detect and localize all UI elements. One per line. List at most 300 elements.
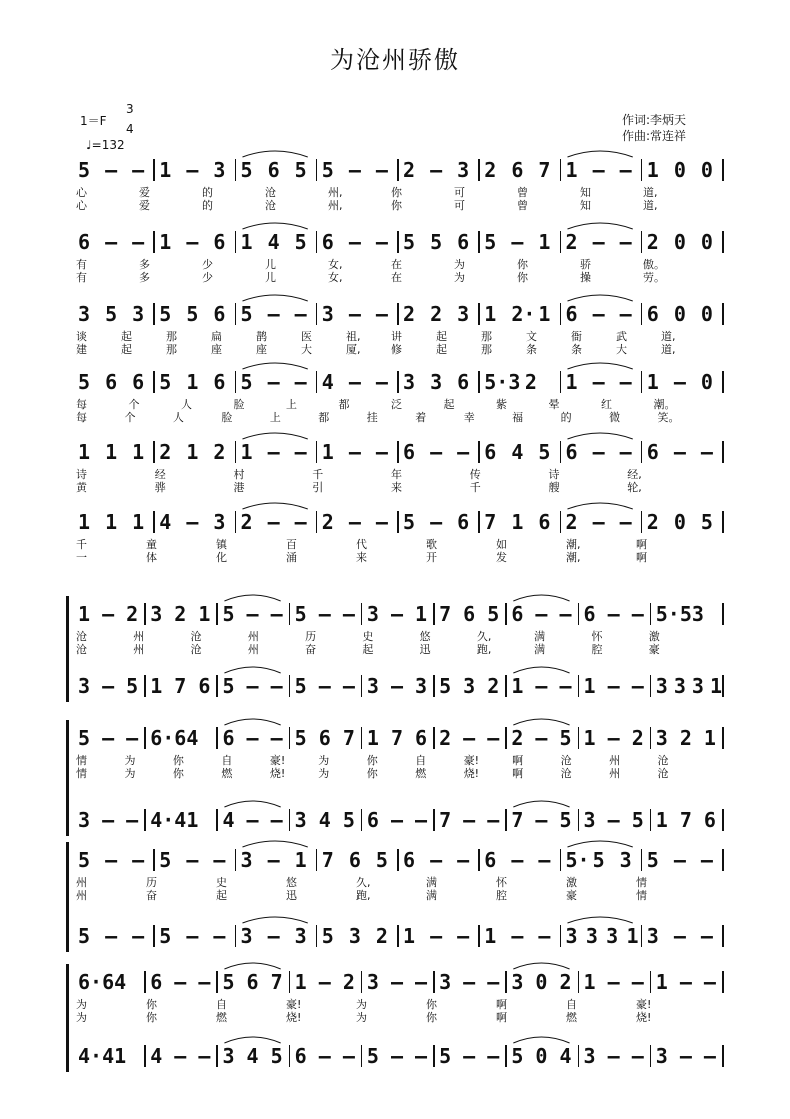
bar-line [144, 603, 146, 625]
system-bracket [66, 596, 69, 702]
slur-marks [72, 716, 722, 726]
note: 3 [240, 848, 253, 872]
lyric-syllable: 你 [391, 199, 402, 212]
lyric-syllable: 怀 [496, 876, 507, 889]
note: – [348, 230, 361, 254]
note: 3 [78, 302, 91, 326]
slur-marks [72, 664, 722, 674]
note: 5 [484, 230, 497, 254]
note: 1 [646, 158, 659, 182]
lyric-syllable: 文 [526, 330, 537, 343]
note: – [463, 970, 476, 994]
note: 1 [646, 370, 659, 394]
lyric-syllable: 座 [256, 343, 267, 356]
bar-line [650, 727, 652, 749]
note: 0 [700, 370, 713, 394]
lyric-syllable: 豪! [286, 998, 302, 1011]
lyric-syllable: 有 [76, 271, 87, 284]
note: 6 [321, 230, 334, 254]
note: – [673, 924, 686, 948]
lyric-syllable: 讲 [391, 330, 402, 343]
lyric-syllable: 着 [415, 411, 427, 424]
note: 1 [186, 808, 199, 832]
note: – [457, 924, 470, 948]
lyricist-credit: 作词:李炳天 [622, 113, 687, 127]
melody-row [72, 508, 722, 536]
note: – [430, 924, 443, 948]
lyric-syllable: 沧 [560, 754, 572, 767]
lyric-syllable: 豪! [269, 754, 286, 767]
note: 2 [321, 510, 334, 534]
lyric-syllable: 满 [426, 889, 437, 902]
lyric-syllable: 年 [391, 468, 402, 481]
lyric-syllable: 的 [202, 199, 213, 212]
note: – [592, 158, 605, 182]
note: – [457, 848, 470, 872]
bar-line [397, 441, 399, 463]
note: – [375, 158, 388, 182]
note: – [267, 924, 280, 948]
slur-marks [72, 838, 722, 848]
bar-line [722, 971, 724, 993]
note: – [105, 230, 118, 254]
note: 6·6 [78, 970, 115, 994]
lyric-syllable: 情 [76, 767, 87, 780]
lyric-syllable: 开 [426, 551, 437, 564]
bar-line [650, 1045, 652, 1067]
lyric-syllable: 豪 [648, 643, 660, 656]
note: – [246, 726, 259, 750]
lyric-syllable: 有 [76, 258, 87, 271]
bar-line [650, 809, 652, 831]
note: 6 [646, 440, 659, 464]
note: 5 [646, 848, 659, 872]
lyric-syllable: 童 [146, 538, 157, 551]
lyric-syllable: 可 [454, 199, 465, 212]
note: 3 [294, 924, 307, 948]
bar-line [433, 1045, 435, 1067]
note: – [267, 440, 280, 464]
note: 5 [700, 510, 713, 534]
note: – [348, 158, 361, 182]
lyric-syllable: 少 [202, 271, 213, 284]
note: 6 [132, 370, 145, 394]
note: 5·5 [655, 602, 692, 626]
lyric-syllable: 烧! [463, 767, 480, 780]
bar-line [505, 1045, 507, 1067]
bar-line [397, 303, 399, 325]
lyric-syllable: 腔 [591, 643, 603, 656]
lyric-syllable: 你 [172, 754, 184, 767]
lyric-syllable: 医 [301, 330, 312, 343]
lyric-syllable: 起 [436, 330, 447, 343]
bar-line [289, 727, 291, 749]
bar-line [361, 603, 363, 625]
note: 1 [538, 230, 551, 254]
note: 5 [403, 230, 416, 254]
slur-marks [72, 798, 722, 808]
slur [568, 295, 633, 301]
note: 7 [270, 970, 283, 994]
note: 5 [240, 158, 253, 182]
note: 6 [348, 848, 361, 872]
note: – [198, 970, 211, 994]
note: 3 [78, 808, 91, 832]
slur [513, 801, 569, 807]
lyric-syllable: 沧 [265, 186, 276, 199]
note: – [267, 302, 280, 326]
note: 3 [691, 674, 704, 698]
lyric-syllable: 啊 [512, 767, 524, 780]
slur [513, 1037, 569, 1043]
note: – [318, 602, 331, 626]
bar-line [722, 925, 724, 947]
bar-line [361, 809, 363, 831]
note: – [607, 674, 620, 698]
note: – [415, 1044, 428, 1068]
note: – [511, 848, 524, 872]
melody-row [72, 846, 722, 874]
lyric-syllable: 情 [636, 889, 647, 902]
note: 1 [150, 674, 163, 698]
note: – [487, 1044, 500, 1068]
note: – [390, 602, 403, 626]
bar-line [505, 675, 507, 697]
lyric-syllable: 久, [356, 876, 371, 889]
note: 1 [159, 230, 172, 254]
note: 6 [198, 674, 211, 698]
lyric-syllable: 紫 [496, 398, 507, 411]
lyric-syllable: 扁 [211, 330, 222, 343]
lyric-syllable: 沧 [190, 630, 202, 643]
note: 1 [484, 302, 497, 326]
note: 3 [366, 970, 379, 994]
note: – [631, 970, 644, 994]
bar-line [650, 971, 652, 993]
slur-marks [72, 148, 722, 158]
bar-line [144, 675, 146, 697]
lyric-syllable: 经, [627, 468, 642, 481]
note: – [186, 848, 199, 872]
lyric-syllable: 烧! [286, 1011, 302, 1024]
note: – [673, 848, 686, 872]
note: – [538, 848, 551, 872]
bar-line [316, 441, 318, 463]
bar-line [216, 675, 218, 697]
lyric-syllable: 州 [609, 754, 621, 767]
note: 1 [78, 602, 91, 626]
note: 6 [511, 602, 524, 626]
bar-line [316, 925, 318, 947]
bar-line [641, 231, 643, 253]
note: 5 [159, 924, 172, 948]
lyric-line [72, 186, 722, 200]
lyric-syllable: 笑。 [657, 411, 680, 424]
bar-line [722, 511, 724, 533]
lyric-line [72, 876, 722, 890]
note: – [126, 808, 139, 832]
lyric-syllable: 情 [76, 754, 87, 767]
lyric-syllable: 为 [124, 754, 136, 767]
lyric-syllable: 傲。 [643, 258, 665, 271]
note: 2 [403, 302, 416, 326]
slur-marks [72, 960, 722, 970]
note: 2 [174, 602, 187, 626]
note: 6 [213, 370, 226, 394]
bar-line [216, 603, 218, 625]
note: – [619, 510, 632, 534]
lyric-syllable: 你 [146, 1011, 157, 1024]
lyric-syllable: 心 [76, 186, 87, 199]
bar-line [578, 675, 580, 697]
lyric-syllable: 腔 [496, 889, 507, 902]
note: – [375, 370, 388, 394]
bar-line [361, 1045, 363, 1067]
slur [224, 1037, 280, 1043]
bar-line [578, 809, 580, 831]
lyric-syllable: 起 [216, 889, 227, 902]
note: 4 [150, 1044, 163, 1068]
bar-line [560, 231, 562, 253]
lyric-syllable: 州, [328, 186, 343, 199]
slur [568, 841, 633, 847]
bar-line [560, 159, 562, 181]
lyric-syllable: 祖, [346, 330, 361, 343]
lyric-syllable: 幸 [463, 411, 475, 424]
note: – [375, 510, 388, 534]
bar-line [505, 727, 507, 749]
lyric-syllable: 满 [534, 643, 546, 656]
system-bracket [66, 964, 69, 1072]
note: – [619, 158, 632, 182]
note: 3 [222, 1044, 235, 1068]
note: 0 [673, 510, 686, 534]
note: – [246, 674, 259, 698]
note: – [132, 848, 145, 872]
note: 6 [78, 230, 91, 254]
note: – [673, 370, 686, 394]
note: 5 [294, 726, 307, 750]
lyric-syllable: 微 [609, 411, 621, 424]
bar-line [316, 231, 318, 253]
lyric-syllable: 鹊 [256, 330, 267, 343]
lyric-syllable: 为 [76, 1011, 87, 1024]
lyric-syllable: 修 [391, 343, 402, 356]
note: – [267, 848, 280, 872]
bar-line [235, 371, 237, 393]
note: 5 [270, 1044, 283, 1068]
slur [224, 719, 280, 725]
note: 3 [415, 674, 428, 698]
lyric-syllable: 村 [233, 468, 245, 481]
bar-line [144, 809, 146, 831]
lyric-syllable: 历 [146, 876, 157, 889]
note: 5 [186, 302, 199, 326]
bar-line [316, 159, 318, 181]
bar-line [722, 371, 724, 393]
lyric-syllable: 女, [328, 271, 343, 284]
bar-line [235, 303, 237, 325]
lyric-syllable: 福 [512, 411, 524, 424]
note: – [430, 510, 443, 534]
lyric-syllable: 自 [415, 754, 427, 767]
note: 1 [484, 924, 497, 948]
lyric-syllable: 座 [211, 343, 222, 356]
lyric-syllable: 建 [76, 343, 87, 356]
bar-line [289, 809, 291, 831]
bar-line [153, 441, 155, 463]
note: – [390, 1044, 403, 1068]
note: 5 [78, 848, 91, 872]
lyric-syllable: 跑, [356, 889, 371, 902]
slur [243, 841, 308, 847]
lyric-syllable: 烧! [636, 1011, 652, 1024]
note: – [631, 602, 644, 626]
lyric-syllable: 心 [76, 199, 87, 212]
lyric-syllable: 谈 [76, 330, 87, 343]
melody-row [72, 228, 722, 256]
lyric-syllable: 啊 [636, 551, 647, 564]
lyric-syllable: 起 [443, 398, 455, 411]
lyric-syllable: 如 [496, 538, 507, 551]
note: 5· [565, 848, 590, 872]
slur [568, 363, 633, 369]
slur [224, 963, 280, 969]
note: 3 [213, 158, 226, 182]
slur-marks [72, 360, 722, 370]
slur [243, 223, 308, 229]
time-signature-top: 3 [126, 102, 134, 116]
note: 5 [78, 158, 91, 182]
lyric-syllable: 来 [356, 551, 367, 564]
lyric-syllable: 多 [139, 271, 150, 284]
bar-line [478, 303, 480, 325]
note: 6·6 [150, 726, 187, 750]
lyric-syllable: 沧 [657, 754, 669, 767]
lyric-syllable: 你 [172, 767, 184, 780]
bar-line [478, 371, 480, 393]
note: 7 [342, 726, 355, 750]
bar-line [560, 511, 562, 533]
note: 3 [439, 970, 452, 994]
note: 0 [700, 158, 713, 182]
slur [224, 667, 280, 673]
note: 5 [159, 302, 172, 326]
lyric-syllable: 都 [338, 398, 350, 411]
note: 3 [132, 302, 145, 326]
melody-row [72, 724, 722, 752]
note: 5 [78, 726, 91, 750]
lyric-syllable: 都 [318, 411, 330, 424]
note: 6 [318, 726, 331, 750]
slur [243, 295, 308, 301]
note: – [348, 302, 361, 326]
lyric-syllable: 你 [366, 754, 378, 767]
note: 2 [565, 230, 578, 254]
lyric-syllable: 女, [328, 258, 343, 271]
note: 1 [565, 370, 578, 394]
slur [568, 433, 633, 439]
note: 5 [511, 1044, 524, 1068]
note: – [535, 674, 548, 698]
melody-row [72, 156, 722, 184]
bar-line [361, 675, 363, 697]
lyric-syllable: 传 [469, 468, 481, 481]
bar-line [722, 159, 724, 181]
note: 1 [78, 510, 91, 534]
note: 2 [631, 726, 644, 750]
lyric-syllable: 啊 [496, 1011, 507, 1024]
slur-marks [72, 1034, 722, 1044]
melody-row [72, 600, 722, 628]
lyric-syllable: 道, [643, 186, 658, 199]
lyric-syllable: 为 [356, 998, 367, 1011]
note: 0 [700, 302, 713, 326]
lyric-syllable: 少 [202, 258, 213, 271]
lyric-syllable: 引 [312, 481, 324, 494]
bar-line [289, 1045, 291, 1067]
note: 7 [511, 808, 524, 832]
note: – [186, 924, 199, 948]
bar-line [560, 371, 562, 393]
note: – [607, 970, 620, 994]
bar-line [235, 159, 237, 181]
note: 1 [105, 510, 118, 534]
note: – [375, 302, 388, 326]
note: 3 [321, 302, 334, 326]
bar-line [641, 925, 643, 947]
slur-marks [72, 592, 722, 602]
bar-line [578, 971, 580, 993]
lyric-syllable: 沧 [657, 767, 669, 780]
lyric-line [72, 538, 722, 552]
note: – [132, 230, 145, 254]
note: 3 [457, 302, 470, 326]
lyric-syllable: 激 [648, 630, 660, 643]
lyric-syllable: 你 [391, 186, 402, 199]
note: – [535, 726, 548, 750]
bar-line [578, 727, 580, 749]
bar-line [578, 603, 580, 625]
lyric-syllable: 脸 [233, 398, 245, 411]
bar-line [478, 231, 480, 253]
bar-line [478, 441, 480, 463]
note: 5 [439, 1044, 452, 1068]
lyric-line [72, 199, 722, 213]
lyric-syllable: 啊 [512, 754, 524, 767]
note: 2 [679, 726, 692, 750]
note: – [390, 970, 403, 994]
lyric-syllable: 知 [580, 186, 591, 199]
note: 1 [198, 602, 211, 626]
bar-line [153, 231, 155, 253]
note: – [318, 674, 331, 698]
note: 6 [457, 230, 470, 254]
lyric-syllable: 潮, [566, 551, 581, 564]
bar-line [560, 925, 562, 947]
note: 6 [246, 970, 259, 994]
note: – [270, 808, 283, 832]
lyric-syllable: 爱 [139, 199, 150, 212]
note: 5 [240, 370, 253, 394]
lyric-syllable: 化 [216, 551, 227, 564]
note: – [390, 674, 403, 698]
note: – [592, 440, 605, 464]
note: – [213, 848, 226, 872]
lyric-syllable: 自 [216, 998, 227, 1011]
note: – [511, 924, 524, 948]
note: – [246, 602, 259, 626]
